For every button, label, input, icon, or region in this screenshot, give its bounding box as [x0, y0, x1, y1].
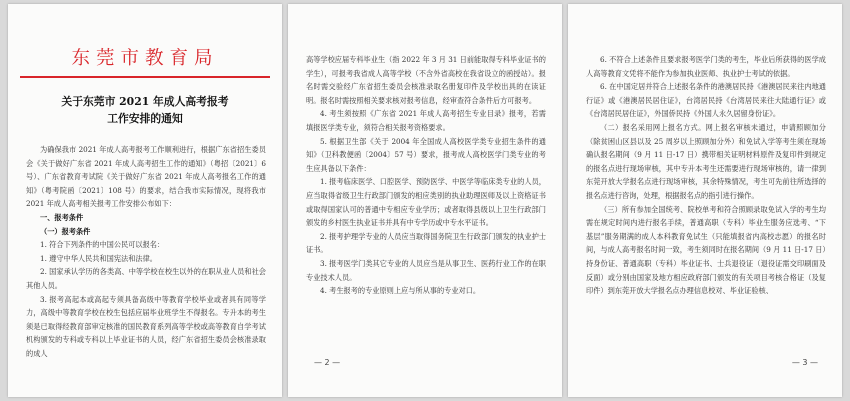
page-number: — 3 — — [791, 358, 818, 367]
page-1-body — [26, 143, 266, 361]
document-page-2 — [288, 4, 562, 397]
paragraph: 6. 在中国定居并符合上述报名条件的港澳居民持《港澳居民来往内地通行证》或《港澳居民居住证》，台湾居民持《台湾居民来往大陆通行证》或《台湾居民居住证》，外国侨民持《外国人永久居留身份证》。 — [586, 82, 826, 119]
paragraph: 2. 国家承认学历的各类高、中等学校在校生以外的在职从业人员和社会其他人员。 — [26, 267, 266, 290]
page-number: — 2 — — [314, 358, 341, 367]
paragraph: 6. 不符合上述条件且要求报考医学门类的考生，毕业后所获得的医学成人高等教育文凭将不能作为参加执业医师、执业护士考试的依据。 — [586, 55, 826, 78]
paragraph: 4. 考生须按照《广东省 2021 年成人高考招生专业目录》报考，若需填报医学类专业，须符合相关报考资格要求。 — [306, 109, 546, 132]
title-line-2: 工作安排的通知 — [107, 112, 183, 125]
paragraph: 1. 符合下列条件的中国公民可以报名： — [40, 240, 165, 250]
paragraph: 1. 遵守中华人民共和国宪法和法律。 — [40, 253, 157, 263]
red-separator-line — [20, 76, 270, 78]
paragraph: 4. 考生报考的专业原则上应与所从事的专业对口。 — [320, 286, 481, 296]
paragraph: （三）所有参加全国统考、院校单考和符合照顾录取免试入学的考生均需在规定时间内进行报名手续，普通高职（专科）毕业生服务应选考、“下基层”服务期满的成人本科教育免试生（只能填报省内高校志愿）的报名时间，与成人高考报名时间一致，考生须同时在报名期间（9 月 11 日-17 日）持身份证、普通高职（专科）毕业证书、士兵退役证（退役证需交印刷面及反面）或分别由国家及地方相应政府部门颁发的有关项目考核合格证（及复印件）到东莞开放大学报名点办理信息校对、毕业证验核、 — [586, 204, 826, 296]
document-page-3 — [568, 4, 842, 397]
paragraph: 5. 根据卫生部《关于 2004 年全国成人高校医学类专业招生条件的通知》（卫科教便函〔2004〕57 号）要求，报考成人高校医学门类专业的考生应具备以下条件： — [306, 136, 546, 173]
page-3-body — [586, 53, 826, 298]
paragraph: 3. 报考高起本或高起专须具备高级中等教育学校毕业或者具有同等学力，高级中等教育学校在校生包括应届毕业班学生不得报名。专升本的考生须是已取得经教育部审定核准的国民教育系列高等学校或高等教育自学考试机构颁发的专科或专科以上毕业证书的人员，经广东省招生委员会核准录取的成人 — [26, 294, 266, 358]
title-line-1: 关于东莞市 2021 年成人高考报考 — [61, 95, 229, 108]
issuer-header: 东莞市教育局 — [71, 48, 219, 69]
document-title — [8, 93, 282, 127]
paragraph: 3. 报考医学门类其它专业的人员应当是从事卫生、医药行业工作的在职专业技术人员。 — [306, 258, 546, 282]
paragraph: 2. 报考护理学专业的人员应当取得国务院卫生行政部门颁发的执业护士证书。 — [306, 231, 546, 255]
paragraph: 为确保我市 2021 年成人高考报考工作顺利进行，根据广东省招生委员会《关于做好广东省 2021 年成人高考招生工作的通知》（粤招〔2021〕6 号）、广东省教育考试院《关于做好广东省 2021 年成人高考报名工作的通知》（粤考院函〔2021〕108 号）的要求，结合我市实际情况，现将我市 2021 年成人高考相关报考工作安排公布如下： — [26, 145, 266, 209]
paragraph: 1. 报考临床医学、口腔医学、预防医学、中医学等临床类专业的人员，应当取得省级卫生行政部门颁发的相应类别的执业助理医师及以上资格证书或取得国家认可的普通中专相应专业学历；或者取得县级以上卫生行政部门颁发的乡村医生执业证书并具有中专学历或中专水平证书。 — [306, 177, 546, 228]
paragraph: （二）报名采用网上报名方式。网上报名审核未通过，申请照顾加分（除贫困山区县以及 25 周岁以上照顾加分外）和免试入学等考生须在现场确认报名期间（9 月 11 日-17 日）携带相关证明材料原件及复印件到规定的报名点进行现场审核，其中专升本考生还需要进行现场审核的，请一律到东莞开放大学报名点进行现场审核，其余特殊情况，考生可先前往所选择的报名点进行咨询，处理，根据报名点的指引进行操作。 — [586, 122, 826, 200]
paragraph: 高等学校应届专科毕业生（指 2022 年 3 月 31 日前能取得专科毕业证书的学生），可报考我省成人高等学校（不含外省高校在我省设立的函授站）。报名时需交验经广东省招生委员会核准录取名册复印件及学校出具的在读证明。报名时需按照相关要求核对报考信息，经审查符合条件后方可报考。 — [306, 55, 546, 105]
subsection-heading: （一）报考条件 — [40, 226, 91, 236]
page-2-body — [306, 53, 546, 298]
document-page-1 — [8, 4, 282, 397]
section-heading: 一、报考条件 — [40, 212, 84, 222]
